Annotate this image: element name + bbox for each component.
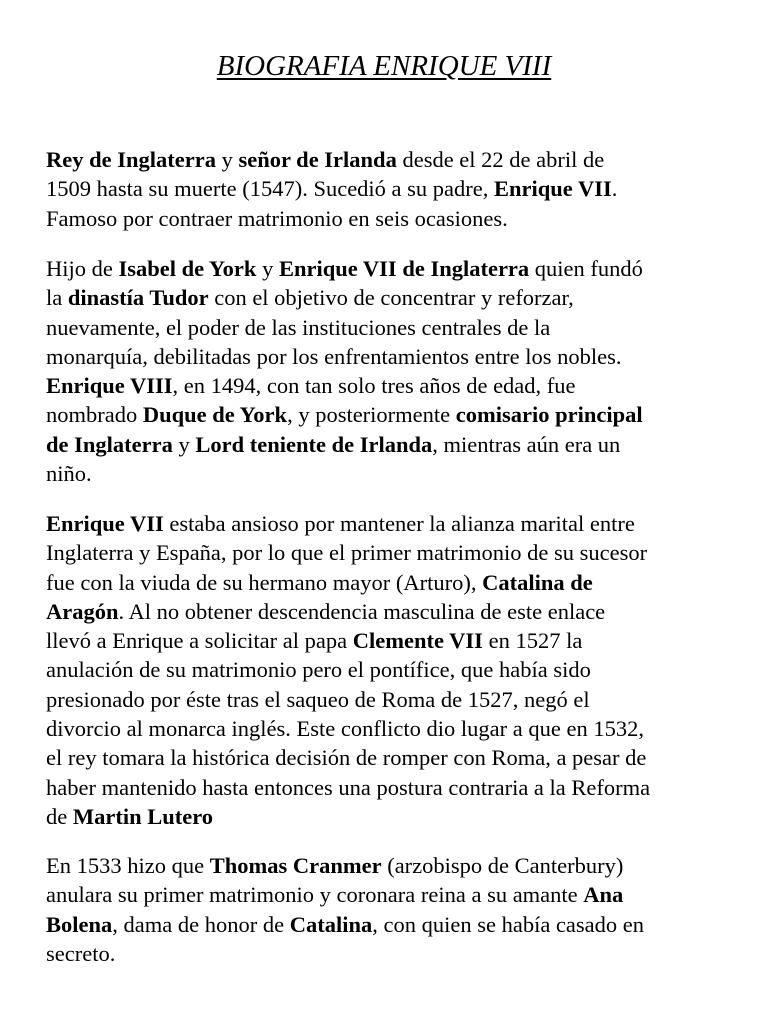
text-run: (arzobispo de Canterbury) [381, 853, 624, 878]
paragraph-line [46, 459, 726, 488]
paragraph-line [46, 939, 726, 968]
bold-text: Isabel de York [118, 256, 257, 281]
paragraph-line [46, 509, 726, 538]
bold-text: Rey de Inglaterra [46, 147, 216, 172]
paragraph-3 [46, 509, 726, 831]
bold-text: Clemente VII [352, 628, 483, 654]
text-run: anulación de su matrimonio pero el pontífice, que había sido [46, 657, 591, 683]
bold-text: Catalina de [482, 569, 593, 595]
text-run: y [256, 256, 279, 281]
text-run: la [46, 285, 68, 311]
paragraph-line [46, 371, 726, 400]
paragraph-2 [46, 254, 726, 488]
bold-text: dinastía Tudor [67, 285, 209, 311]
paragraph-4 [46, 851, 726, 968]
bold-text: Lord teniente de Irlanda [195, 431, 433, 457]
text-run: , mientras aún era un [432, 431, 621, 457]
text-run: desde el 22 de abril de [396, 147, 605, 172]
text-run: y [215, 147, 239, 172]
text-run: Famoso por contraer matrimonio en seis ocasiones. [46, 205, 508, 231]
paragraph-line [46, 880, 726, 909]
paragraph-line [46, 851, 726, 880]
paragraph-line [46, 283, 726, 312]
text-run: haber mantenido hasta entonces una postura contraria a la Reforma [46, 774, 651, 800]
bold-text: Catalina [289, 911, 373, 937]
bold-text: Bolena [46, 911, 113, 937]
paragraph-line [46, 714, 726, 743]
text-run: Inglaterra y España, por lo que el primer matrimonio de su sucesor [46, 540, 648, 566]
paragraph-line [46, 538, 726, 567]
bold-text: Martin Lutero [72, 803, 214, 829]
paragraph-line [46, 655, 726, 684]
document-title: BIOGRAFIA ENRIQUE VIII [216, 50, 552, 82]
paragraph-line [46, 174, 726, 203]
bold-text: comisario principal [455, 402, 643, 428]
bold-text: Enrique VII de Inglaterra [278, 256, 530, 281]
text-run: . Al no obtener descendencia masculina de este enlace [118, 598, 606, 624]
text-run: presionado por éste tras el saqueo de Roma de 1527, negó el [46, 686, 590, 712]
text-run: llevó a Enrique a solicitar al papa [46, 628, 353, 654]
bold-text: Enrique VII [46, 511, 164, 536]
text-run: nuevamente, el poder de las instituciones centrales de la [46, 314, 551, 340]
bold-text: señor de Irlanda [238, 147, 397, 172]
text-run: en 1527 la [482, 628, 583, 654]
text-run: monarquía, debilitadas por los enfrentamientos entre los nobles. [46, 343, 622, 369]
paragraph-line [46, 597, 726, 626]
paragraph-line [46, 145, 726, 174]
text-run: Hijo de [46, 256, 119, 281]
paragraph-line [46, 313, 726, 342]
paragraph-line [46, 204, 726, 233]
text-run: fue con la viuda de su hermano mayor (Arturo), [46, 569, 483, 595]
paragraph-line [46, 773, 726, 802]
text-run: nombrado [46, 402, 143, 428]
bold-text: Duque de York [142, 402, 288, 428]
text-run: , con quien se había casado en [372, 911, 645, 937]
text-run: . [611, 176, 618, 202]
text-run: 1509 hasta su muerte (1547). Sucedió a su padre, [46, 176, 495, 202]
text-run: niño. [46, 461, 92, 487]
text-run: con el objetivo de concentrar y reforzar, [208, 285, 574, 311]
text-run: y [172, 431, 196, 457]
bold-text: Ana [583, 882, 624, 908]
paragraph-line [46, 743, 726, 772]
text-run: el rey tomara la histórica decisión de romper con Roma, a pesar de [46, 745, 647, 771]
bold-text: Enrique VII [494, 176, 612, 202]
paragraph-line [46, 685, 726, 714]
paragraph-line [46, 400, 726, 429]
paragraph-line [46, 254, 726, 283]
text-run: , dama de honor de [112, 911, 290, 937]
paragraph-1 [46, 145, 726, 233]
text-run: estaba ansioso por mantener la alianza marital entre [163, 511, 635, 536]
text-run: divorcio al monarca inglés. Este conflicto dio lugar a que en 1532, [46, 716, 644, 742]
text-run: secreto. [46, 940, 116, 966]
bold-text: Enrique VIII [46, 373, 173, 399]
paragraph-line [46, 626, 726, 655]
paragraph-line [46, 342, 726, 371]
text-run: En 1533 hizo que [46, 853, 210, 878]
paragraph-line [46, 802, 726, 831]
bold-text: Thomas Cranmer [209, 853, 382, 878]
text-run: , en 1494, con tan solo tres años de edad, fue [172, 373, 576, 399]
paragraph-line [46, 430, 726, 459]
paragraph-line [46, 910, 726, 939]
text-run: de [46, 803, 73, 829]
bold-text: de Inglaterra [46, 431, 173, 457]
text-run: anulara su primer matrimonio y coronara reina a su amante [46, 882, 584, 908]
text-run: , y posteriormente [287, 402, 456, 428]
text-run: quien fundó [529, 256, 643, 281]
bold-text: Aragón [46, 598, 119, 624]
paragraph-line [46, 568, 726, 597]
